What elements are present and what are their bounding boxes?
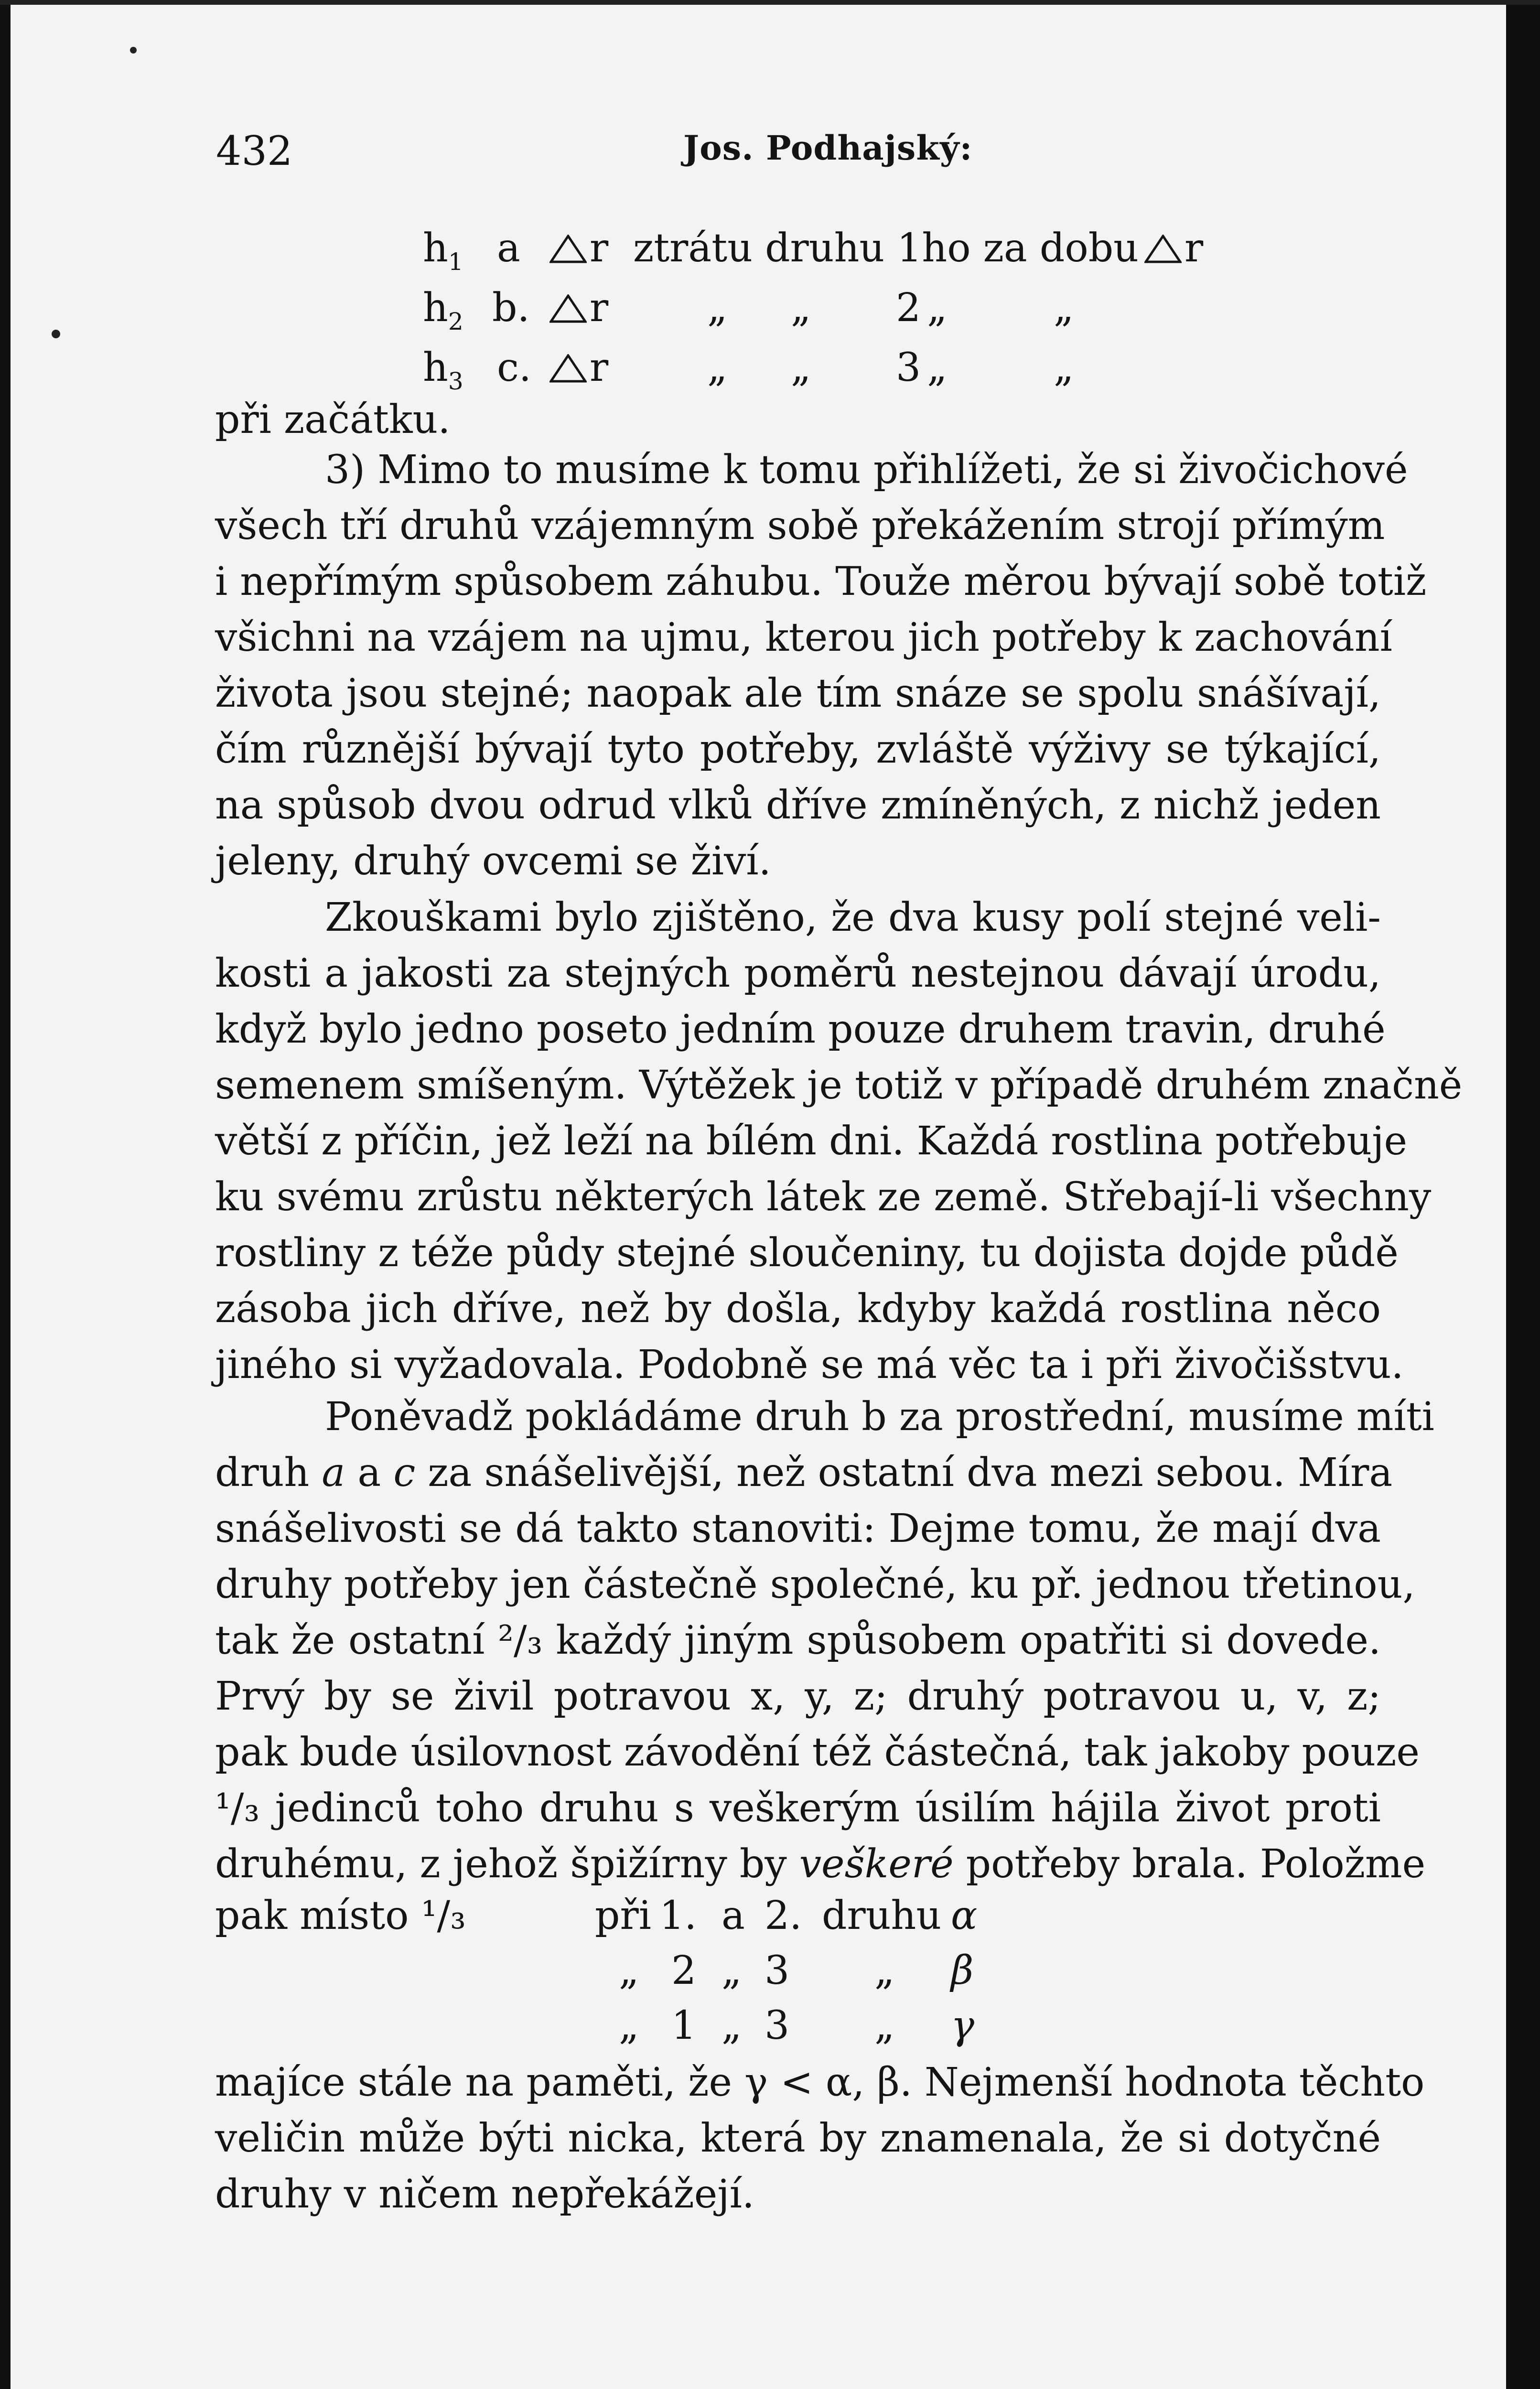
text-line: majíce stále na paměti, že γ < α, β. Nejmenší hodnota těchto bbox=[215, 2060, 1425, 2105]
ditto-mark: „ bbox=[927, 345, 948, 390]
ditto-mark: „ bbox=[927, 285, 948, 331]
table-greek: β bbox=[951, 1948, 974, 1993]
paragraph bbox=[215, 442, 1427, 889]
text-line: snášelivosti se dá takto stanoviti: Dejme tomu, že mají dva bbox=[215, 1506, 1381, 1551]
ditto-mark: „ bbox=[707, 285, 728, 331]
formula-delta: r bbox=[549, 344, 608, 392]
formula-delta: r bbox=[549, 284, 608, 332]
text-line: semenem smíšeným. Výtěžek je totiž v případě druhém značně bbox=[215, 1063, 1463, 1108]
table-cell: 2. bbox=[765, 1893, 802, 1938]
ditto-mark: „ bbox=[874, 2003, 895, 2048]
text-line: na spůsob dvou odrud vlků dříve zmíněných, z nichž jeden bbox=[215, 783, 1381, 828]
formula-var: $h_2$ bbox=[423, 285, 463, 335]
text-line: ¹/₃ jedinců toho druhu s veškerým úsilím hájila život proti bbox=[215, 1786, 1381, 1831]
page-number: 432 bbox=[216, 128, 293, 174]
table-greek: α bbox=[951, 1893, 978, 1938]
text-line: jeleny, druhý ovcemi se živí. bbox=[215, 839, 771, 884]
text-line: všech tří druhů vzájemným sobě překážením strojí přímým bbox=[215, 503, 1385, 549]
table-greek: γ bbox=[951, 2003, 975, 2048]
text-line: Poněvadž pokládáme druh b za prostřední, musíme míti bbox=[325, 1394, 1434, 1440]
triangle-icon bbox=[549, 354, 587, 383]
scan-speck bbox=[130, 47, 137, 54]
scan-border-top bbox=[0, 0, 1540, 5]
text-line: Prvý by se živil potravou x, y, z; druhý potravou u, v, z; bbox=[215, 1674, 1381, 1719]
formula-letter: a bbox=[497, 226, 520, 271]
table-cell: druhu bbox=[822, 1893, 942, 1938]
ditto-mark: „ bbox=[619, 2003, 639, 2048]
text-line: pak bude úsilovnost závodění též částečná, tak jakoby pouze bbox=[215, 1730, 1420, 1775]
text-line: rostliny z téže půdy stejné sloučeniny, tu dojista dojde půdě bbox=[215, 1230, 1399, 1276]
ditto-mark: „ bbox=[791, 345, 811, 390]
text-line: druhy v ničem nepřekážejí. bbox=[215, 2172, 754, 2217]
table-cell: 2 bbox=[671, 1948, 697, 1993]
text-line: druh a a c za snášelivější, než ostatní dva mezi sebou. Míra bbox=[215, 1450, 1393, 1496]
formula-delta: r bbox=[1144, 225, 1203, 272]
text-line: 3) Mimo to musíme k tomu přihlížeti, že si živočichové bbox=[325, 447, 1408, 493]
text-line: větší z příčin, jež leží na bílém dni. Každá rostlina potřebuje bbox=[215, 1119, 1408, 1164]
ditto-mark: „ bbox=[722, 2003, 742, 2048]
paragraph bbox=[215, 392, 1381, 448]
scan-speck bbox=[52, 330, 60, 338]
ditto-mark: „ bbox=[722, 1948, 742, 1993]
text-line: všichni na vzájem na ujmu, kterou jich potřeby k zachování bbox=[215, 615, 1392, 660]
ditto-mark: „ bbox=[1054, 345, 1074, 390]
text-line: když bylo jedno poseto jedním pouze druhem travin, druhé bbox=[215, 1007, 1386, 1052]
formula-delta: r bbox=[549, 225, 608, 272]
scan-border-right bbox=[1506, 0, 1540, 2389]
text-line: druhy potřeby jen částečně společné, ku př. jednou třetinou, bbox=[215, 1562, 1415, 1607]
text-line: druhému, z jehož špižírny by veškeré potřeby brala. Položme bbox=[215, 1841, 1426, 1887]
formula-letter: b. bbox=[492, 285, 530, 331]
text-line: ku svému zrůstu některých látek ze země. Střebají-li všechny bbox=[215, 1174, 1432, 1220]
table-cell: 1. bbox=[659, 1893, 697, 1938]
scan-border-left bbox=[0, 0, 11, 2389]
text-line: života jsou stejné; naopak ale tím snáze se spolu snášívají, bbox=[215, 671, 1381, 716]
triangle-icon bbox=[549, 294, 587, 323]
text-line: kosti a jakosti za stejných poměrů nestejnou dávají úrodu, bbox=[215, 951, 1381, 996]
text-line: zásoba jich dříve, než by došla, kdyby každá rostlina něco bbox=[215, 1286, 1381, 1332]
formula-var: $h_3$ bbox=[423, 345, 463, 395]
formula-number: 2 bbox=[896, 285, 921, 331]
text-line: i nepřímým spůsobem záhubu. Touže měrou bývají sobě totiž bbox=[215, 559, 1427, 604]
formula-text: ztrátu druhu 1ho za dobu bbox=[633, 226, 1139, 271]
ditto-mark: „ bbox=[791, 285, 811, 331]
ditto-mark: „ bbox=[1054, 285, 1074, 331]
ditto-mark: „ bbox=[619, 1948, 639, 1993]
table-cell: 3 bbox=[765, 2003, 790, 2048]
text-line: veličin může býti nicka, která by znamenala, že si dotyčné bbox=[215, 2116, 1381, 2161]
text-line: tak že ostatní ²/₃ každý jiným spůsobem opatřiti si dovede. bbox=[215, 1618, 1381, 1663]
table-lead: pak místo ¹/₃ bbox=[215, 1893, 466, 1938]
formula-var: $h_1$ bbox=[423, 226, 463, 276]
formula-number: 3 bbox=[896, 345, 921, 390]
paragraph bbox=[215, 2055, 1425, 2222]
table-cell: a bbox=[722, 1893, 745, 1938]
text-line: Zkouškami bylo zjištěno, že dva kusy polí stejné veli- bbox=[325, 895, 1381, 940]
triangle-icon bbox=[549, 235, 587, 263]
paragraph bbox=[215, 1389, 1434, 1892]
text-line: čím různější bývají tyto potřeby, zvláště výživy se týkající, bbox=[215, 727, 1381, 772]
table-cell: 1 bbox=[671, 2003, 697, 2048]
running-head: Jos. Podhajský: bbox=[683, 128, 973, 168]
table-cell: při bbox=[595, 1893, 651, 1938]
ditto-mark: „ bbox=[874, 1948, 895, 1993]
text-line: jiného si vyžadovala. Podobně se má věc ta i při živočišstvu. bbox=[215, 1342, 1404, 1388]
ditto-mark: „ bbox=[707, 345, 728, 390]
text-line: při začátku. bbox=[215, 397, 451, 442]
formula-letter: c. bbox=[497, 345, 531, 390]
triangle-icon bbox=[1144, 235, 1182, 263]
table-cell: 3 bbox=[765, 1948, 790, 1993]
paragraph bbox=[215, 890, 1463, 1393]
